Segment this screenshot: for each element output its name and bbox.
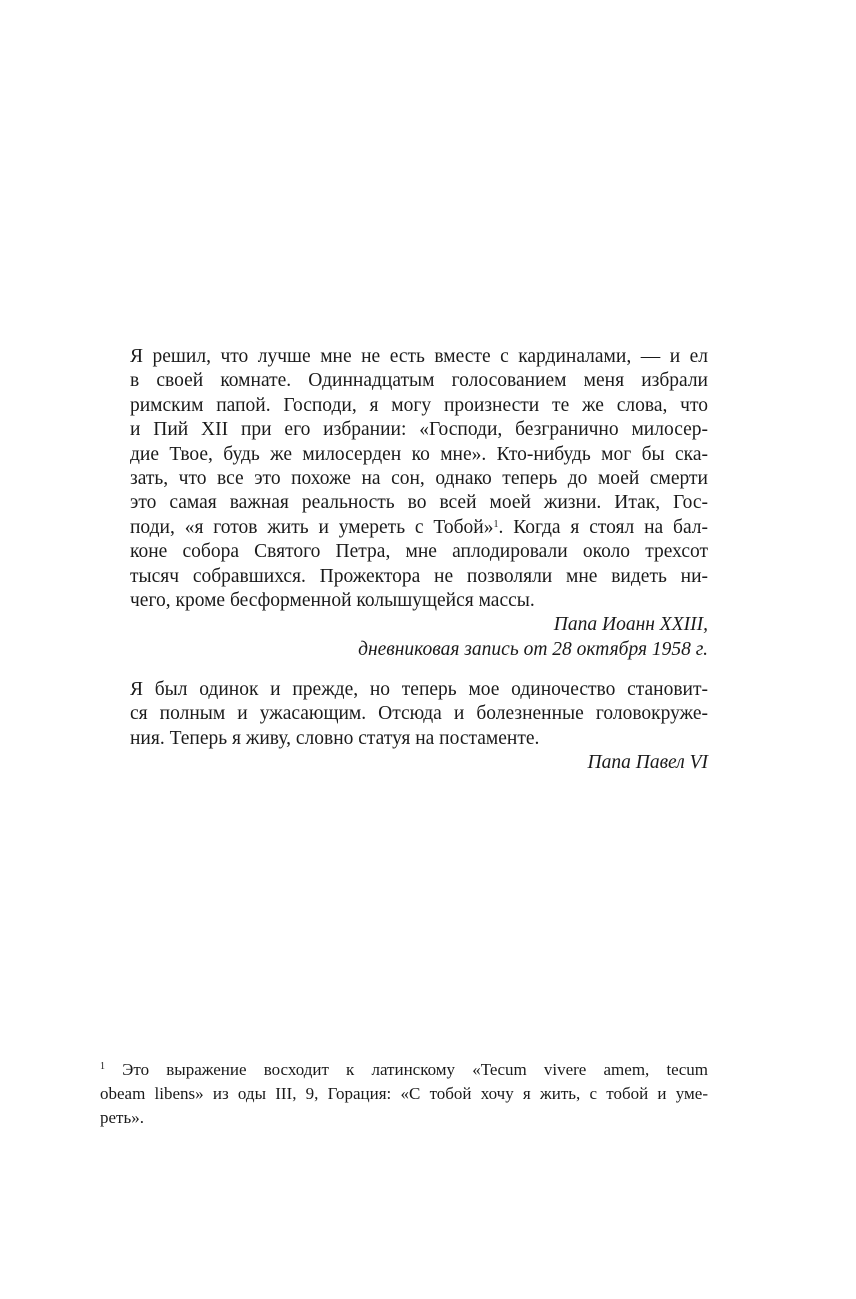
epigraph-quote-john-xxiii — [130, 345, 708, 662]
footnote-mark: 1 — [100, 1061, 105, 1072]
text-line: Я решил, что лучше мне не есть вместе с кардиналами, — и ел — [130, 346, 708, 367]
attribution: Папа Павел VI — [587, 752, 708, 774]
text-line: в своей комнате. Одиннадцатым голосованием меня избрали — [130, 370, 708, 392]
text-segment: . Когда я стоял на бал- — [498, 516, 708, 538]
text-line: зать, что все это похоже на сон, однако теперь до моей смерти — [130, 467, 708, 489]
epigraph-quote-paul-vi — [130, 678, 708, 776]
text-line: римским папой. Господи, я могу произнести те же слова, что — [130, 394, 708, 416]
text-line: это самая важная реальность во всей моей жизни. Итак, Гос- — [130, 492, 708, 514]
text-segment: поди, «я готов жить и умереть с Тобой» — [130, 516, 494, 538]
footnote-line: реть». — [100, 1108, 144, 1127]
footnote — [100, 1058, 708, 1130]
attribution-date: дневниковая запись от 28 октября 1958 г. — [358, 638, 708, 660]
footnote-line: obeam libens» из оды III, 9, Горация: «С тобой хочу я жить, с тобой и уме- — [100, 1084, 708, 1103]
text-line: ния. Теперь я живу, словно статуя на постаменте. — [130, 727, 540, 749]
text-line: ся полным и ужасающим. Отсюда и болезненные головокруже- — [130, 703, 708, 725]
text-line: коне собора Святого Петра, мне аплодировали около трехсот — [130, 541, 708, 563]
text-line: чего, кроме бесформенной колышущейся массы. — [130, 589, 535, 611]
footnote-line — [100, 1058, 708, 1082]
footnote-reference[interactable]: 1 — [493, 518, 499, 530]
text-line: Я был одинок и прежде, но теперь мое одиночество становит- — [130, 679, 708, 700]
attribution: Папа Иоанн XXIII, — [553, 614, 708, 636]
text-line: дие Твое, будь же милосерден ко мне». Кто-нибудь мог бы ска- — [130, 443, 708, 465]
text-line: тысяч собравшихся. Прожектора не позволяли мне видеть ни- — [130, 565, 708, 587]
text-line: и Пий XII при его избрании: «Господи, безгранично милосер- — [130, 419, 708, 441]
text-segment: Это выражение восходит к латинскому «Tecum vivere amem, tecum — [122, 1060, 708, 1079]
text-line — [130, 516, 708, 540]
